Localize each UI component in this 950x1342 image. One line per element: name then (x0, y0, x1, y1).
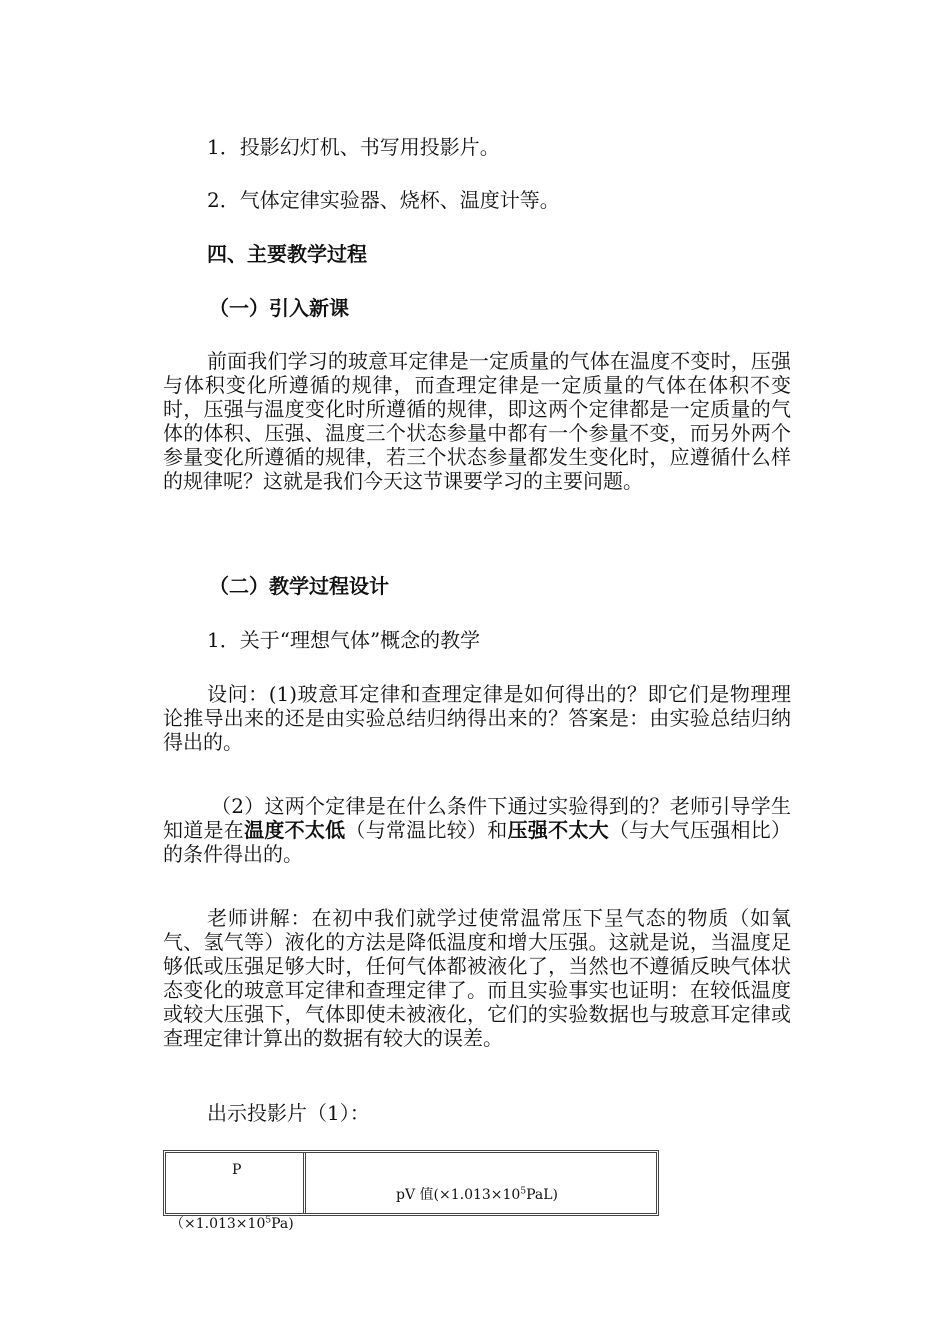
question2-text (163, 794, 791, 866)
pressure-unit (170, 1216, 294, 1232)
section-title: 四、主要教学过程 (207, 242, 367, 266)
condition-temperature: 温度不太低 (244, 818, 346, 842)
question2-pre: （2）这两个定律是在什么条件下通过实验得到的？老师引导学生知道是在 (163, 794, 791, 842)
slide-caption: 出示投影片（1）： (207, 1101, 370, 1125)
pressure-unit-exp: 5 (265, 1215, 272, 1226)
equipment-item-2: 2．气体定律实验器、烧杯、温度计等。 (207, 188, 560, 212)
condition-pressure: 压强不太大 (507, 818, 609, 842)
data-table (163, 1150, 659, 1216)
part2-title: （二）教学过程设计 (209, 574, 389, 598)
question1-paragraph (163, 682, 791, 754)
pressure-unit-pre: （×1.013×10 (170, 1216, 266, 1232)
part1-title: （一）引入新课 (209, 296, 349, 320)
table-col-pressure (166, 1153, 306, 1213)
equipment-item-1: 1．投影幻灯机、书写用投影片。 (207, 135, 500, 159)
intro-paragraph (163, 349, 791, 493)
question1-text: 设问：(1)玻意耳定律和查理定律是如何得出的？即它们是物理理论推导出来的还是由实验总结归纳得出来的？答案是：由实验总结归纳得出的。 (163, 682, 791, 754)
intro-text: 前面我们学习的玻意耳定律是一定质量的气体在温度不变时，压强与体积变化所遵循的规律，而查理定律是一定质量的气体在体积不变时，压强与温度变化时所遵循的规律，即这两个定律都是一定质量的气体的体积、压强、温度三个状态参量中都有一个参量不变，而另外两个参量变化所遵循的规律，若三个状态参量都发生变化时，应遵循什么样的规律呢？这就是我们今天这节课要学习的主要问题。 (163, 349, 791, 493)
question2-post: （与大气压强相比）的条件得出的。 (163, 818, 792, 866)
pv-header (396, 1187, 558, 1203)
explain-paragraph (163, 906, 791, 1050)
question2-mid: （与常温比较）和 (345, 818, 508, 842)
explain-text: 老师讲解：在初中我们就学过使常温常压下呈气态的物质（如氧气、氢气等）液化的方法是降低温度和增大压强。这就是说，当温度足够低或压强足够大时，任何气体都被液化了，当然也不遵循反映气体状态变化的玻意耳定律和查理定律了。而且实验事实也证明：在较低温度或较大压强下，气体即使未被液化，它们的实验数据也与玻意耳定律或查理定律计算出的数据有较大的误差。 (163, 906, 791, 1050)
pv-header-pre: pV 值(×1.013×10 (396, 1187, 521, 1203)
subsection-title: 1．关于“理想气体”概念的教学 (207, 628, 481, 652)
pressure-unit-post: Pa) (271, 1216, 294, 1232)
pressure-header: P (232, 1162, 242, 1178)
question2-paragraph (163, 794, 791, 866)
pv-header-post: PaL) (526, 1187, 558, 1203)
pv-header-exp: 5 (520, 1186, 527, 1197)
